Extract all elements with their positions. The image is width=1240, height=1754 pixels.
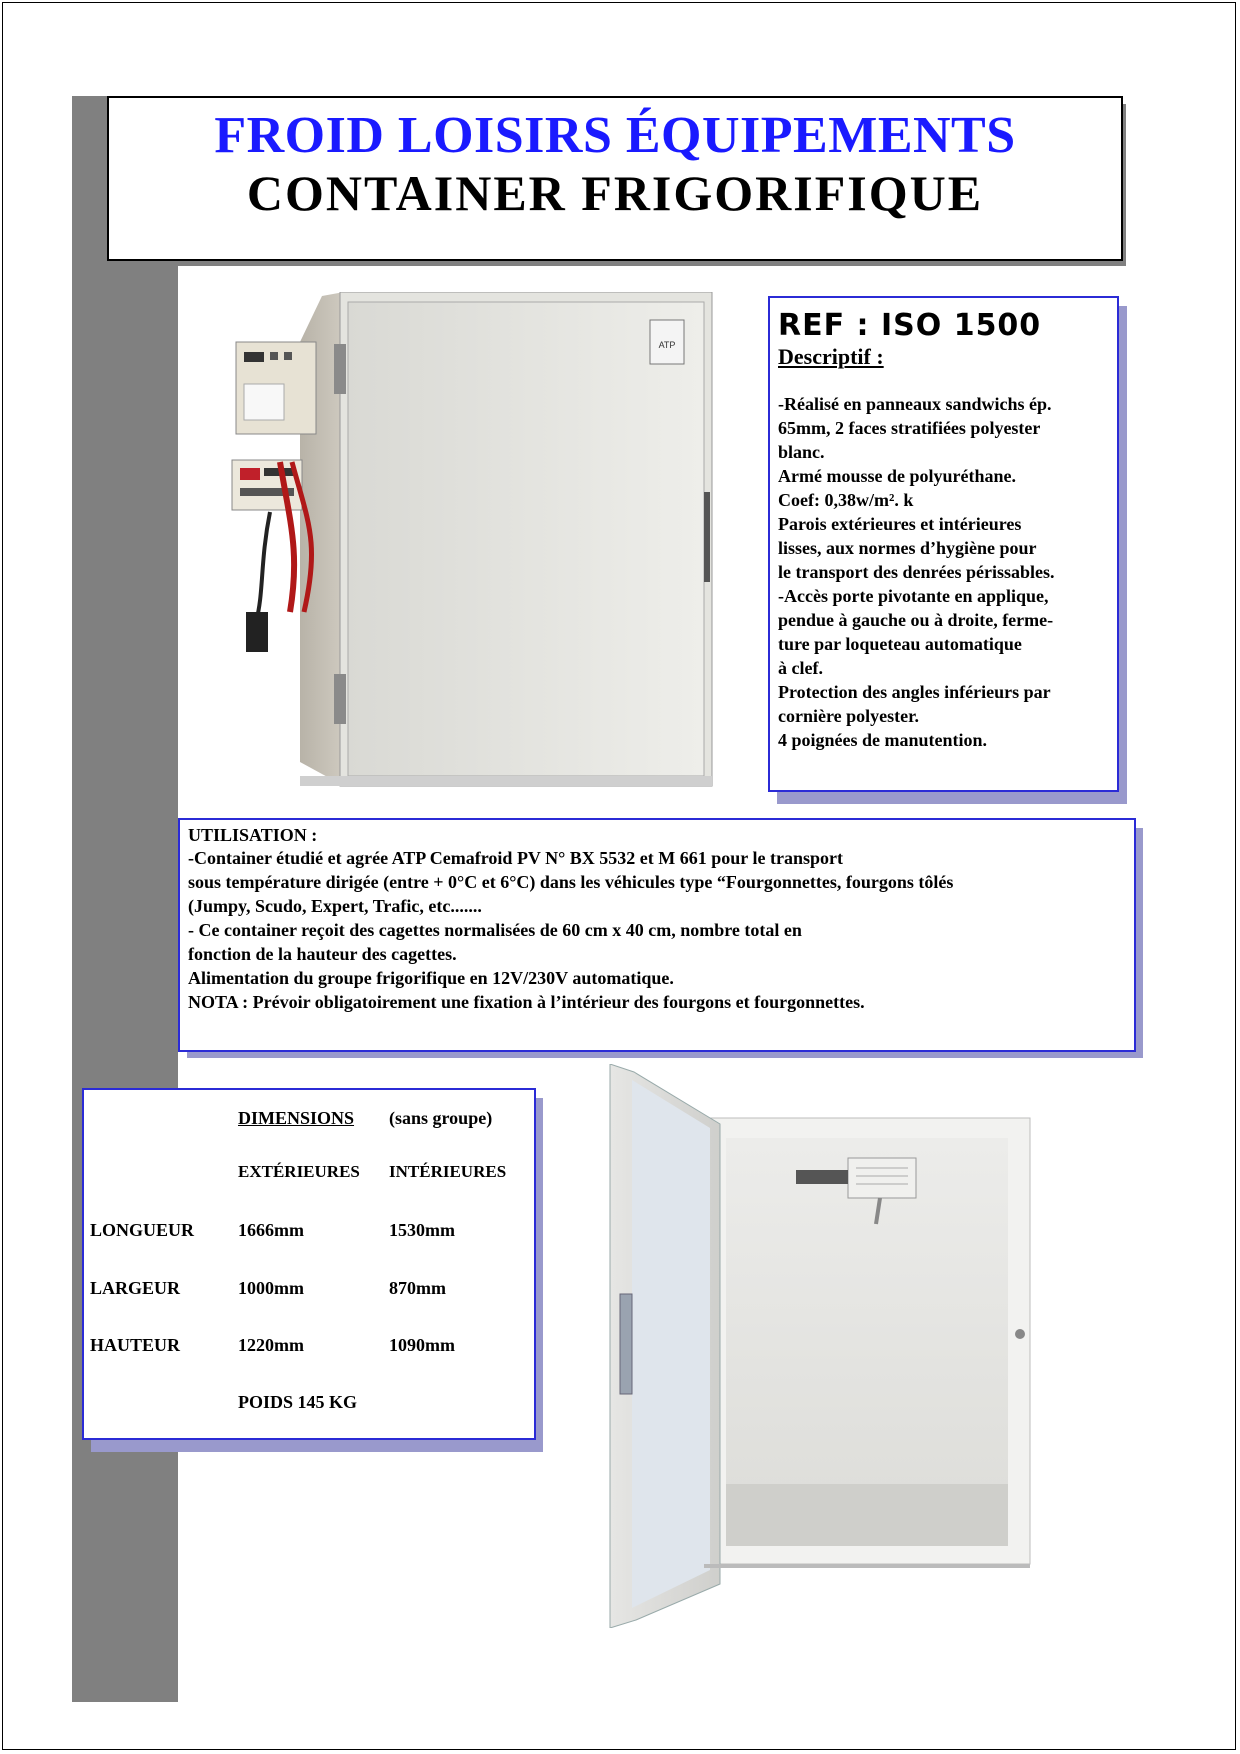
dimensions-note: (sans groupe): [389, 1108, 493, 1128]
row-int-hauteur: 1090mm: [389, 1335, 455, 1355]
side-gray-band: [72, 96, 181, 1702]
company-title: FROID LOISIRS ÉQUIPEMENTS: [214, 107, 1016, 164]
row-ext-hauteur: 1220mm: [238, 1335, 304, 1355]
row-label-largeur: LARGEUR: [90, 1278, 181, 1298]
utilisation-text: -Container étudié et agrée ATP Cemafroid PV N° BX 5532 et M 661 pour le transport sous température dirigée (entre + 0°C et 6°C) dans les véhicules type “Fourgonnettes, fourgons tôlés (Jumpy, Scudo, Expert, Trafic, etc....... - Ce container reçoit des cagettes normalisées de 60 cm x 40 cm, nombre total en fonction de la hauteur des cagettes. Alimentation du groupe frigorifique en 12V/230V automatique. NOTA : Prévoir obligatoirement une fixation à l’intérieur des fourgons et fourgonnettes.: [188, 848, 954, 1012]
row-int-longueur: 1530mm: [389, 1220, 455, 1240]
utilisation-box: [178, 818, 1136, 1052]
atp-badge: ATP: [658, 340, 676, 350]
row-label-hauteur: HAUTEUR: [90, 1335, 181, 1355]
row-label-longueur: LONGUEUR: [90, 1220, 195, 1240]
reference-title: REF : ISO 1500: [778, 308, 1042, 343]
row-int-largeur: 870mm: [389, 1278, 446, 1298]
row-ext-largeur: 1000mm: [238, 1278, 304, 1298]
dimensions-box: [82, 1088, 536, 1440]
header-box: [107, 96, 1123, 261]
weight-text: POIDS 145 KG: [238, 1392, 358, 1412]
description-heading: Descriptif :: [778, 344, 884, 369]
col-header-exterior: EXTÉRIEURES: [238, 1162, 360, 1181]
description-text: -Réalisé en panneaux sandwichs ép. 65mm, 2 faces stratifiées polyester blanc. Armé mousse de polyuréthane. Coef: 0,38w/m². k Parois extérieures et intérieures lisses, aux normes d’hygiène pour le transport des denrées périssables. -Accès porte pivotante en applique, pendue à gauche ou à droite, ferme- ture par loqueteau automatique à clef. Protection des angles inférieurs par cornière polyester. 4 poignées de manutention.: [778, 394, 1055, 750]
col-header-interior: INTÉRIEURES: [389, 1162, 507, 1181]
container-open-photo: [600, 1064, 1040, 1628]
container-closed-photo: [230, 292, 720, 788]
row-ext-longueur: 1666mm: [238, 1220, 304, 1240]
product-title: CONTAINER FRIGORIFIQUE: [246, 165, 984, 221]
reference-box: [768, 296, 1119, 792]
dimensions-heading: DIMENSIONS: [238, 1108, 355, 1128]
utilisation-heading: UTILISATION :: [188, 825, 318, 845]
